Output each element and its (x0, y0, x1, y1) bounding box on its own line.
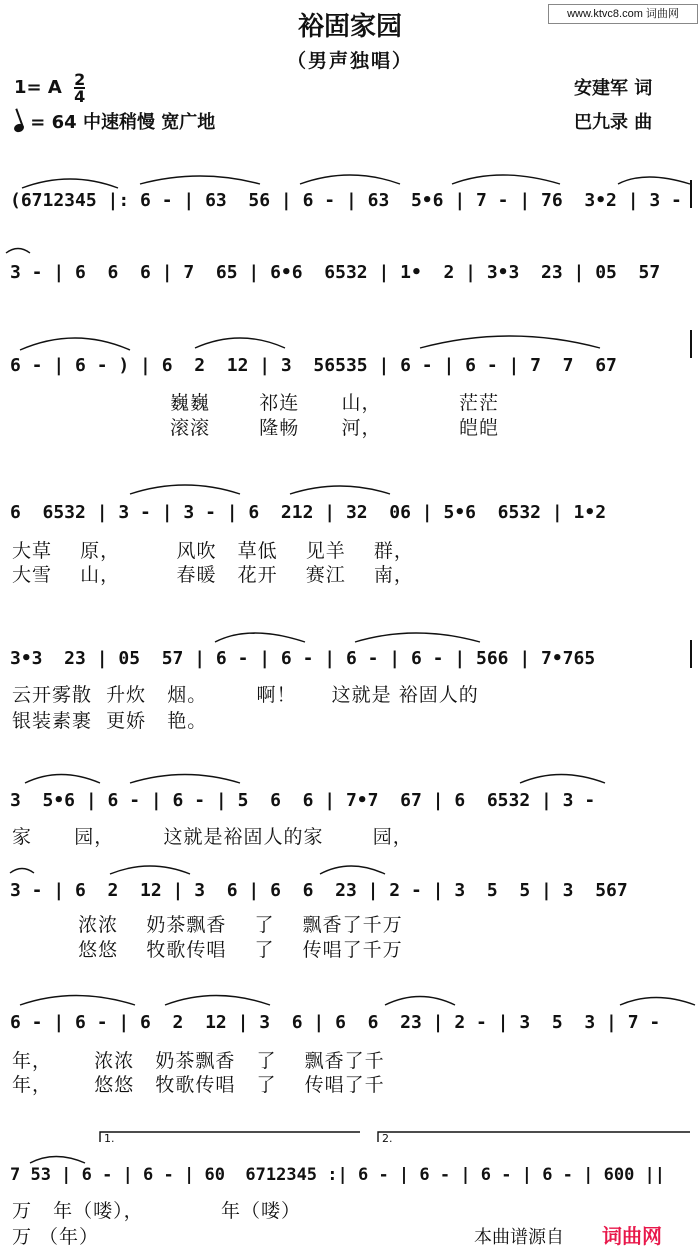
footer-source-label: 本曲谱源自 (474, 1227, 564, 1248)
lyric-row-7b: 悠悠 牧歌传唱 了 传唱了千万 (50, 939, 403, 961)
lyric-row-9b: 万 （年） (12, 1226, 100, 1248)
lyric-row-8a: 年， 浓浓 奶茶飘香 了 飘香了千 (12, 1050, 385, 1072)
subtitle: （男声独唱） (286, 50, 413, 72)
lyric-row-7a: 浓浓 奶茶飘香 了 飘香了千万 (50, 914, 403, 936)
composer: 巴九录 曲 (574, 112, 653, 133)
lyric-row-5b: 银装素裹 更娇 艳。 (12, 710, 208, 732)
score-row-8: 6 - | 6 - | 6 2 12 | 3 6 | 6 6 23 | 2 - | 3 5 3 | 7 - (10, 1012, 661, 1033)
lyric-row-8b: 年， 悠悠 牧歌传唱 了 传唱了千 (12, 1074, 385, 1096)
lyric-row-9a: 万 年（喽）， 年（喽） (12, 1200, 302, 1222)
lyric-row-6a: 家 园， 这就是裕固人的家 园， (12, 826, 413, 848)
score-row-3: 6 - | 6 - ) | 6 2 12 | 3 56535 | 6 - | 6 - | 7 7 67 (10, 355, 617, 376)
volta-2: 2. (382, 1132, 393, 1145)
key-signature: 1= A $\frac{2}{4}$ (14, 70, 86, 106)
footer-site-logo[interactable]: 词曲网 (602, 1224, 662, 1248)
lyricist: 安建军 词 (574, 78, 653, 99)
time-signature: $\frac{2}{4}$ (74, 70, 86, 106)
lyric-row-5a: 云开雾散 升炊 烟。 啊！ 这就是 裕固人的 (12, 684, 479, 706)
score-row-5: 3•3 23 | 05 57 | 6 - | 6 - | 6 - | 6 - | 566 | 7•765 (10, 648, 596, 669)
lyric-row-4b: 大雪 山， 春暖 花开 赛江 南， (12, 564, 414, 586)
score-row-1: (6712345 |: 6 - | 63 56 | 6 - | 63 5•6 | 7 - | 76 3•2 | 3 - (10, 190, 682, 211)
tempo-marking: = 64 中速稍慢 宽广地 (14, 108, 215, 134)
lyric-row-4a: 大草 原， 风吹 草低 见羊 群， (12, 540, 414, 562)
score-row-7: 3 - | 6 2 12 | 3 6 | 6 6 23 | 2 - | 3 5 5 | 3 567 (10, 880, 628, 901)
score-row-6: 3 5•6 | 6 - | 6 - | 5 6 6 | 7•7 67 | 6 6532 | 3 - (10, 790, 596, 811)
score-row-2: 3 - | 6 6 6 | 7 65 | 6•6 6532 | 1• 2 | 3•3 23 | 05 57 (10, 262, 661, 283)
lyric-row-3b: 滚滚 隆畅 河， 皑皑 (170, 417, 499, 439)
score-row-4: 6 6532 | 3 - | 3 - | 6 212 | 32 06 | 5•6 6532 | 1•2 (10, 502, 607, 523)
page-title: 裕固家园 (297, 12, 402, 42)
watermark: www.ktvc8.com 词曲网 (548, 4, 698, 24)
score-row-9: 7 53 | 6 - | 6 - | 60 6712345 :| 6 - | 6 - | 6 - | 6 - | 600 || (10, 1165, 666, 1185)
volta-1: 1. (104, 1132, 115, 1145)
lyric-row-3a: 巍巍 祁连 山， 茫茫 (170, 392, 499, 414)
